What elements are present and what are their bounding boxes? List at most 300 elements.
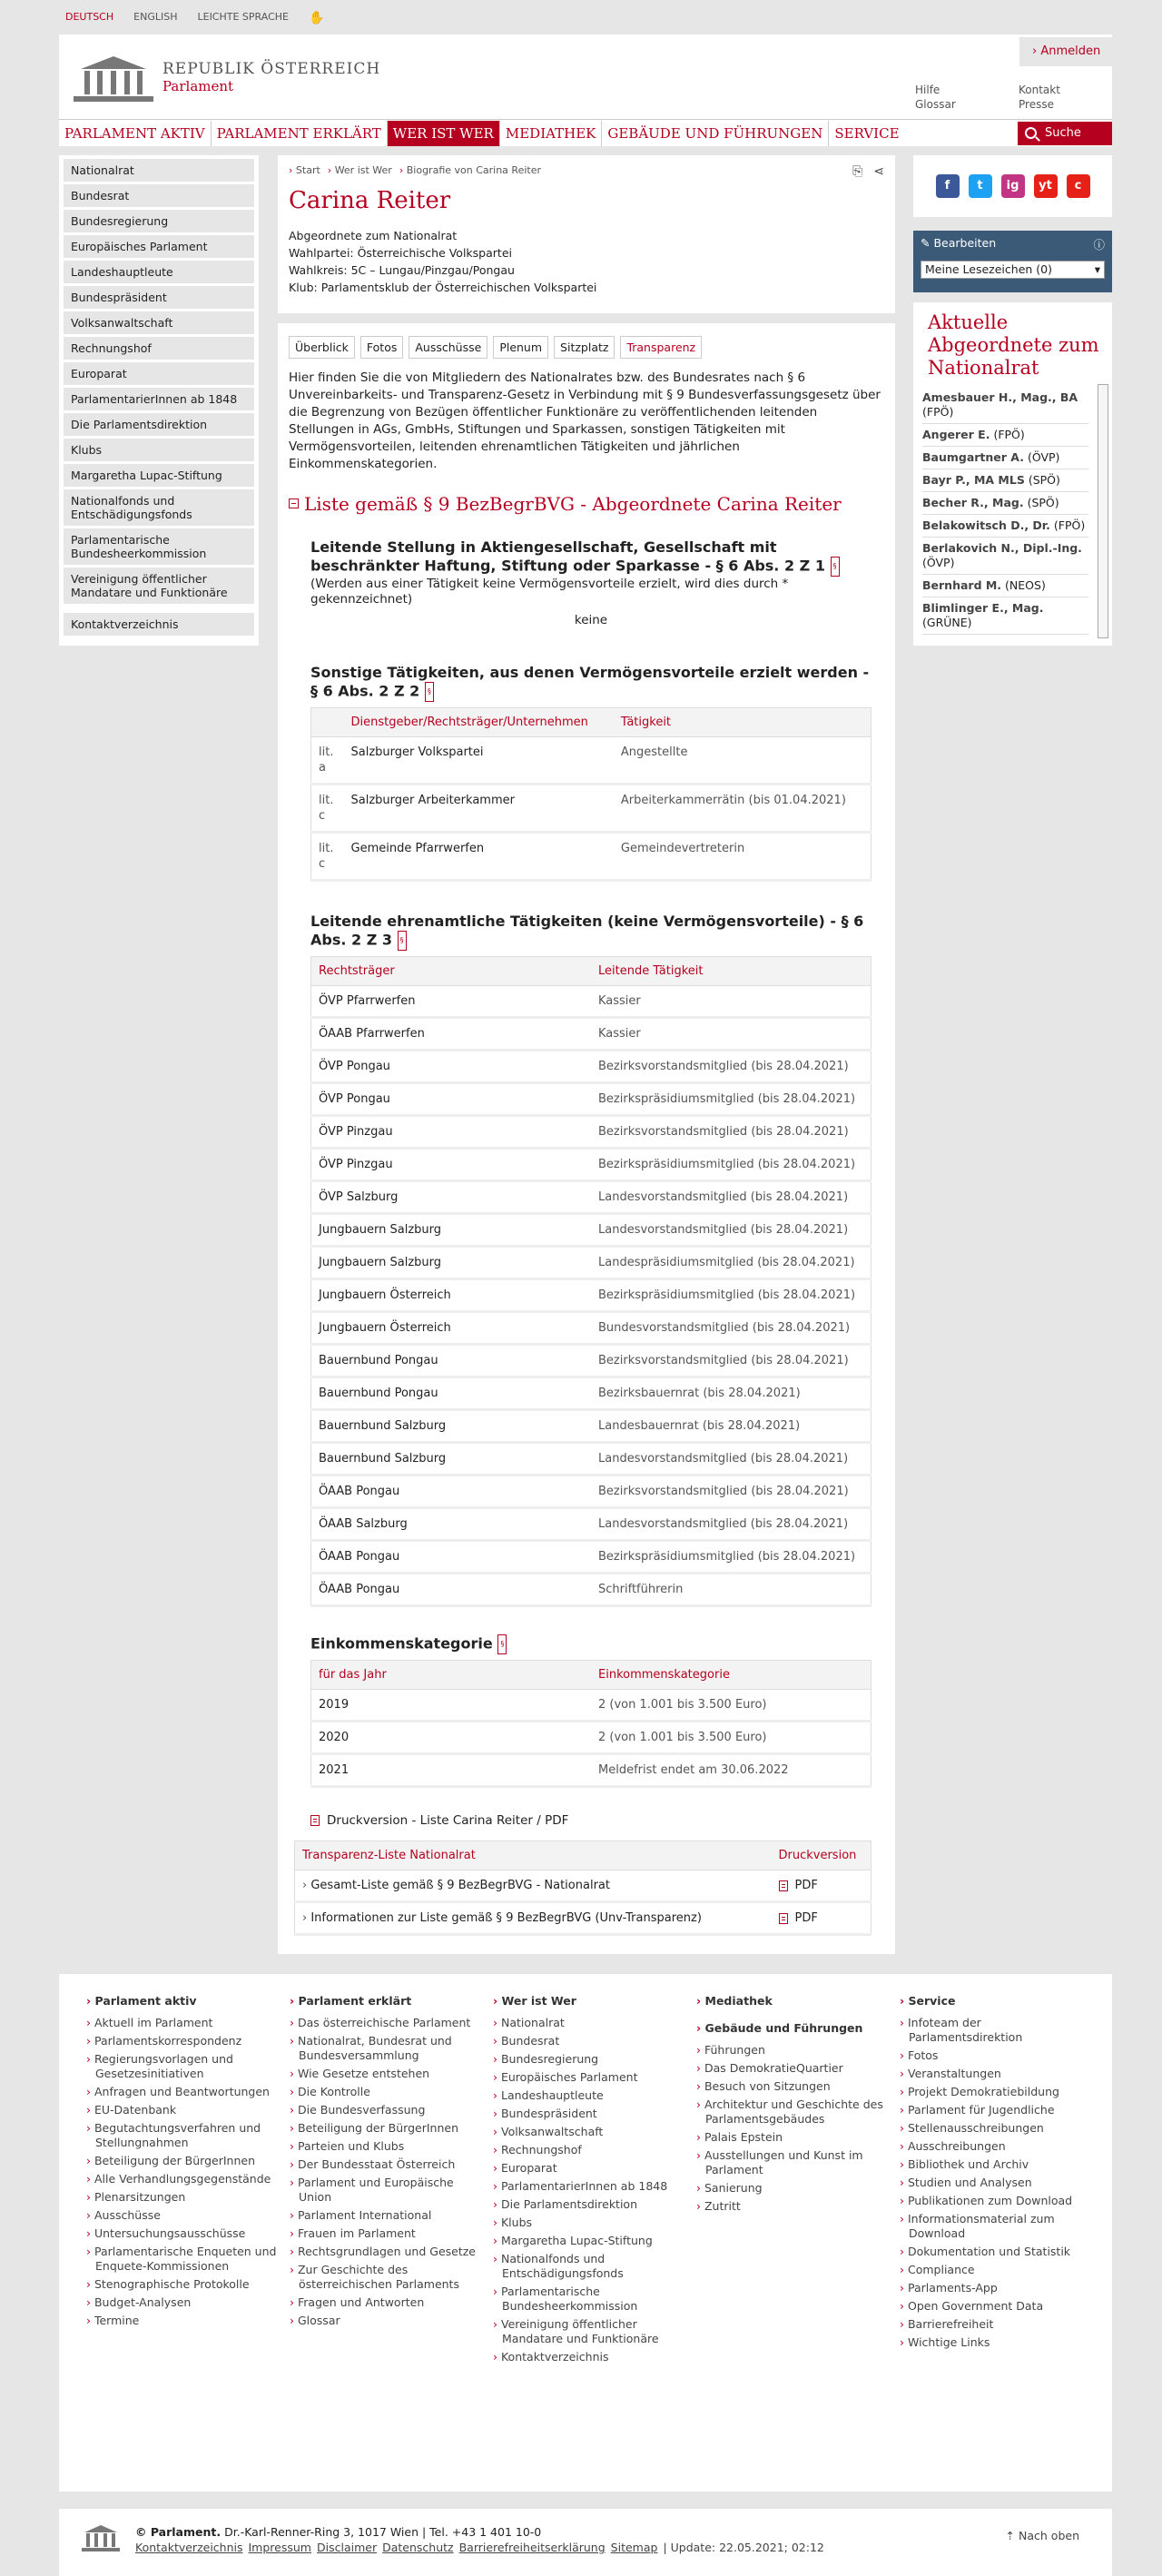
sidebar-item[interactable]: Rechnungshof [64, 337, 254, 360]
sign-language-icon[interactable]: ✋ [308, 11, 325, 25]
footer-link[interactable]: › Infoteam der Parlamentsdirektion [900, 2016, 1094, 2045]
footer-bottom-link[interactable]: Barrierefreiheitserklärung [458, 2541, 606, 2554]
nav-service[interactable]: SERVICE [834, 124, 900, 142]
footer-link[interactable]: › Rechtsgrundlagen und Gesetze [290, 2245, 484, 2259]
table-cell: Gemeinde Pfarrwerfen [344, 833, 614, 881]
footer-link[interactable]: › Bundesrat [493, 2034, 687, 2048]
footer-link[interactable]: › Parlamentskorrespondenz [86, 2034, 281, 2048]
footer-link[interactable]: › Kontaktverzeichnis [493, 2350, 687, 2364]
footer-link[interactable]: › Ausschüsse [86, 2208, 281, 2223]
mp-list-title: Aktuelle Abgeordnete zum Nationalrat [928, 311, 1099, 379]
sidebar [59, 155, 259, 646]
social-media-box [913, 155, 1112, 217]
table-header: Einkommenskategorie [591, 1661, 872, 1690]
edit-label[interactable]: Bearbeiten [933, 236, 997, 250]
footer-link[interactable]: › Compliance [900, 2263, 1094, 2277]
table-cell: ÖVP Salzburg [311, 1181, 592, 1214]
update-info: | Update: 22.05.2021; 02:12 [663, 2541, 824, 2554]
mp-name: Blimlinger E., Mag. [922, 601, 1044, 615]
arrow-up-icon: ⇡ [1005, 2529, 1016, 2542]
table-cell: ÖAAB Salzburg [311, 1508, 592, 1541]
social-c-icon[interactable]: c [1067, 174, 1090, 198]
help-link[interactable]: Hilfe [915, 84, 940, 96]
footer-link[interactable]: › Anfragen und Beantwortungen [86, 2085, 281, 2099]
table-row [311, 785, 872, 833]
mp-party: (SPÖ) [1028, 473, 1060, 487]
footer-link[interactable]: › EU-Datenbank [86, 2103, 281, 2117]
footer-link[interactable]: › Begutachtungsverfahren und Stellungnahmen [86, 2121, 281, 2150]
pdf-link[interactable] [772, 1902, 872, 1935]
table-cell: Arbeiterkammerrätin (bis 01.04.2021) [614, 785, 872, 833]
section-header[interactable] [289, 493, 884, 515]
sidebar-item[interactable]: Nationalrat [64, 159, 254, 182]
table-cell: ÖAAB Pongau [311, 1476, 592, 1508]
table-cell: Landesvorstandsmitglied (bis 28.04.2021) [591, 1181, 872, 1214]
mp-party: (FPÖ) [993, 428, 1025, 441]
breadcrumb-start[interactable]: › Start [289, 164, 320, 176]
table-header-empty [311, 708, 344, 737]
mp-item[interactable] [922, 387, 1088, 424]
nav-parlament-erklaert[interactable]: PARLAMENT ERKLÄRT [212, 121, 388, 146]
s3-table [310, 956, 872, 1607]
footer-link[interactable]: › Zur Geschichte des österreichischen Parlaments [290, 2263, 484, 2292]
table-header: für das Jahr [311, 1661, 592, 1690]
footer-link[interactable]: › Parlamentarische Bundesheerkommission [493, 2285, 687, 2314]
table-cell: Landesbauernrat (bis 28.04.2021) [591, 1410, 872, 1443]
tab-2[interactable]: Ausschüsse [409, 336, 487, 359]
pdf-icon [779, 1880, 788, 1891]
table-cell: Jungbauern Österreich [311, 1279, 592, 1312]
mp-item[interactable] [922, 492, 1088, 515]
section-1 [310, 538, 872, 627]
tab-5[interactable]: Transparenz [620, 336, 702, 359]
bookmark-select[interactable] [921, 261, 1105, 279]
table-cell: ÖVP Pongau [311, 1083, 592, 1116]
footer-link[interactable]: › Fragen und Antworten [290, 2295, 484, 2310]
table-row [311, 1754, 872, 1787]
page-title: Carina Reiter [289, 187, 451, 214]
mp-party: (GRÜNE) [922, 616, 972, 629]
table-row [311, 1377, 872, 1410]
tab-0[interactable]: Überblick [289, 336, 355, 359]
mp-item[interactable] [922, 515, 1088, 538]
pdf-icon [310, 1815, 320, 1826]
footer-link[interactable]: › Zutritt [696, 2199, 891, 2214]
sidebar-item[interactable]: Bundesregierung [64, 210, 254, 232]
footer-link[interactable]: › Die Parlamentsdirektion [493, 2197, 687, 2212]
search-label: Suche [1045, 126, 1081, 140]
s3-title: Leitende ehrenamtliche Tätigkeiten (keine Vermögensvorteile) - § 6 Abs. 2 Z 3 [310, 913, 864, 949]
parliament-logo-icon [81, 2523, 121, 2552]
print-link[interactable] [310, 1813, 884, 1828]
footer-column [484, 1994, 687, 2472]
table-cell: ÖVP Pfarrwerfen [311, 986, 592, 1018]
table-row [311, 1279, 872, 1312]
table-cell: ÖVP Pinzgau [311, 1116, 592, 1149]
info-icon[interactable]: § [831, 557, 840, 577]
table-cell: Bezirksbauernrat (bis 28.04.2021) [591, 1377, 872, 1410]
table-cell: 2 (von 1.001 bis 3.500 Euro) [591, 1722, 872, 1754]
press-link[interactable]: Presse [1019, 98, 1054, 111]
table-cell: 2 (von 1.001 bis 3.500 Euro) [591, 1690, 872, 1722]
mp-list-box [913, 302, 1112, 646]
table-cell: Bauernbund Pongau [311, 1345, 592, 1377]
footer-link[interactable]: › Veranstaltungen [900, 2067, 1094, 2081]
table-cell: ÖAAB Pongau [311, 1541, 592, 1574]
table-row [311, 1018, 872, 1051]
table-row [311, 1247, 872, 1279]
mp-party: (FPÖ) [922, 405, 954, 419]
footer-link[interactable]: › Klubs [493, 2216, 687, 2230]
table-row [311, 1083, 872, 1116]
table-header: Leitende Tätigkeit [591, 957, 872, 986]
table-header: Rechtsträger [311, 957, 592, 986]
pencil-icon: ✎ [921, 236, 931, 250]
list-link-label: Informationen zur Liste gemäß § 9 BezBegrBVG (Unv-Transparenz) [310, 1911, 702, 1925]
s4-title: Einkommenskategorie [310, 1634, 493, 1653]
footer-link[interactable]: › Parlament und Europäische Union [290, 2176, 484, 2205]
footer-link[interactable]: › Der Bundesstaat Österreich [290, 2157, 484, 2172]
pdf-link[interactable] [772, 1870, 872, 1902]
footer-link[interactable]: › Nationalfonds und Entschädigungsfonds [493, 2252, 687, 2281]
lang-easy[interactable]: LEICHTE SPRACHE [197, 11, 289, 23]
mp-item[interactable] [922, 447, 1088, 469]
table-cell: ÖVP Pinzgau [311, 1149, 592, 1181]
table-cell: Salzburger Volkspartei [344, 737, 614, 785]
table-cell: Bezirkspräsidiumsmitglied (bis 28.04.2021) [591, 1083, 872, 1116]
main-nav [59, 119, 1112, 146]
person-club: Klub: Parlamentsklub der Österreichischen Volkspartei [289, 281, 597, 294]
footer-bottom-link[interactable]: Datenschutz [382, 2541, 454, 2554]
person-header [278, 155, 895, 313]
footer-link[interactable]: › ParlamentarierInnen ab 1848 [493, 2179, 687, 2194]
breadcrumb-wer-ist-wer[interactable]: › Wer ist Wer [328, 164, 392, 176]
breadcrumb-current: › Biografie von Carina Reiter [399, 164, 541, 176]
sidebar-item[interactable]: Nationalfonds und Entschädigungsfonds [64, 489, 254, 526]
tab-1[interactable]: Fotos [360, 336, 403, 359]
login-button[interactable]: › Anmelden [1019, 37, 1112, 66]
footer-link[interactable]: › Bundespräsident [493, 2107, 687, 2121]
table-row [311, 1312, 872, 1345]
table-cell: ÖAAB Pongau [311, 1574, 592, 1606]
table-header: Dienstgeber/Rechtsträger/Unternehmen [344, 708, 614, 737]
tab-4[interactable]: Sitzplatz [554, 336, 615, 359]
transparency-content [278, 323, 895, 1954]
table-cell: Bauernbund Salzburg [311, 1443, 592, 1476]
footer-bottom-link[interactable]: Kontaktverzeichnis [135, 2541, 243, 2554]
footer-bottom [59, 2509, 1112, 2576]
table-cell: Bauernbund Salzburg [311, 1410, 592, 1443]
footer-link[interactable]: › Die Kontrolle [290, 2085, 484, 2099]
footer-link[interactable]: › Stenographische Protokolle [86, 2277, 281, 2292]
print-label: Druckversion - Liste Carina Reiter / PDF [327, 1813, 569, 1828]
footer-link[interactable]: › Rechnungshof [493, 2143, 687, 2157]
table-cell: Jungbauern Salzburg [311, 1247, 592, 1279]
back-to-top[interactable] [1006, 2529, 1079, 2542]
footer-link[interactable]: › Sanierung [696, 2181, 891, 2196]
footer-sitemap [59, 1974, 1112, 2492]
list-link[interactable] [295, 1902, 772, 1935]
chevron-right-icon: › [302, 1879, 308, 1892]
tab-bar [289, 336, 884, 359]
header-links-2 [1019, 83, 1060, 112]
table-cell: ÖAAB Pfarrwerfen [311, 1018, 592, 1051]
edit-box [913, 231, 1112, 292]
section-4 [310, 1634, 872, 1788]
footer-link[interactable]: › Informationsmaterial zum Download [900, 2212, 1094, 2241]
footer-bottom-link[interactable]: Disclaimer [316, 2541, 378, 2554]
pdf-label: PDF [794, 1911, 818, 1925]
mp-item[interactable] [922, 469, 1088, 492]
mp-item[interactable] [922, 538, 1088, 575]
table-cell: lit. c [311, 785, 344, 833]
table-cell: Landesvorstandsmitglied (bis 28.04.2021) [591, 1508, 872, 1541]
table-row [311, 1345, 872, 1377]
intro-text: Hier finden Sie die von Mitgliedern des Nationalrates bzw. des Bundesrates nach § 6 Unvereinbarkeits- und Transparenz-Gesetz in Verbindung mit § 9 Bundesverfassungsgesetz über die Begrenzung von Bezügen öffentlicher Funktionäre zu veröffentlichenden leitenden Stellungen in AGs, GmbHs, Stiftungen und Sparkassen, sonstigen Tätigkeiten mit Vermögensvorteilen, leitenden ehrenamtlichen Tätigkeiten und jährlichen Einkommenskategorien. [289, 370, 881, 471]
footer-link[interactable]: › Europarat [493, 2161, 687, 2176]
person-district: Wahlkreis: 5C – Lungau/Pinzgau/Pongau [289, 263, 515, 277]
footer-heading[interactable]: › Mediathek [696, 1994, 891, 2008]
table-cell: Landesvorstandsmitglied (bis 28.04.2021) [591, 1443, 872, 1476]
footer-link[interactable]: › Plenarsitzungen [86, 2190, 281, 2205]
footer-link[interactable]: › Parlament für Jugendliche [900, 2103, 1094, 2117]
footer-link[interactable]: › Führungen [696, 2043, 891, 2058]
footer-link[interactable]: › Parteien und Klubs [290, 2139, 484, 2154]
table-cell: lit. c [311, 833, 344, 881]
site-header [59, 35, 1112, 119]
nav-gebaeude[interactable]: GEBÄUDE UND FÜHRUNGEN [602, 121, 829, 146]
sidebar-item[interactable]: Margaretha Lupac-Stiftung [64, 464, 254, 487]
pdf-icon [779, 1913, 788, 1924]
header-links-1 [915, 83, 956, 112]
footer-link[interactable]: › Nationalrat, Bundesrat und Bundesversammlung [290, 2034, 484, 2063]
footer-link[interactable]: › Studien und Analysen [900, 2176, 1094, 2190]
social-ig-icon[interactable]: ig [1001, 174, 1025, 198]
section-3 [310, 913, 872, 1607]
footer-bottom-link[interactable]: Impressum [248, 2541, 311, 2554]
language-switcher [65, 11, 324, 25]
footer-link[interactable]: › Aktuell im Parlament [86, 2016, 281, 2030]
footer-link[interactable]: › Termine [86, 2314, 281, 2328]
table-row [311, 1690, 872, 1722]
sidebar-item[interactable]: ParlamentarierInnen ab 1848 [64, 388, 254, 410]
table-row [311, 1722, 872, 1754]
mp-item[interactable] [922, 575, 1088, 597]
glossary-link[interactable]: Glossar [915, 98, 956, 111]
table-cell: lit. a [311, 737, 344, 785]
list-link-label: Gesamt-Liste gemäß § 9 BezBegrBVG - Nationalrat [310, 1879, 610, 1892]
mp-list-scrollbar[interactable] [1098, 384, 1108, 638]
footer-column [281, 1994, 484, 2472]
sidebar-item[interactable]: Bundespräsident [64, 286, 254, 309]
table-cell: Angestellte [614, 737, 872, 785]
footer-heading[interactable]: › Parlament erklärt [290, 1994, 484, 2008]
footer-link[interactable]: › Regierungsvorlagen und Gesetzesinitiativen [86, 2052, 281, 2081]
table-row [311, 1181, 872, 1214]
footer-link[interactable]: › Wichtige Links [900, 2335, 1094, 2350]
section-title: Liste gemäß § 9 BezBegrBVG - Abgeordnete Carina Reiter [304, 493, 842, 515]
footer-link[interactable]: › Besuch von Sitzungen [696, 2079, 891, 2094]
table-header: Druckversion [772, 1841, 872, 1870]
footer-link[interactable]: › Open Government Data [900, 2299, 1094, 2314]
footer-org: © Parlament. [135, 2525, 222, 2539]
footer-column [891, 1994, 1094, 2472]
table-cell: Bezirkspräsidiumsmitglied (bis 28.04.2021) [591, 1149, 872, 1181]
footer-link[interactable]: › Architektur und Geschichte des Parlamentsgebäudes [696, 2097, 891, 2127]
mp-party: (ÖVP) [1027, 450, 1060, 464]
mp-name: Becher R., Mag. [922, 496, 1024, 509]
mp-name: Angerer E. [922, 428, 990, 441]
info-icon[interactable]: § [398, 931, 407, 951]
footer-link[interactable]: › Landeshauptleute [493, 2088, 687, 2103]
s4-table [310, 1660, 872, 1788]
sidebar-item[interactable]: Vereinigung öffentlicher Mandatare und Funktionäre [64, 568, 254, 604]
lang-en[interactable]: ENGLISH [133, 11, 178, 23]
footer-bottom-link[interactable]: Sitemap [610, 2541, 658, 2554]
search-button[interactable] [1018, 122, 1112, 145]
footer-link[interactable]: › Barrierefreiheit [900, 2317, 1094, 2332]
s2-table [310, 707, 872, 882]
table-cell: Kassier [591, 1018, 872, 1051]
table-header: Transparenz-Liste Nationalrat [295, 1841, 772, 1870]
table-cell: Jungbauern Österreich [311, 1312, 592, 1345]
footer-link[interactable]: › Vereinigung öffentlicher Mandatare und Funktionäre [493, 2317, 687, 2346]
person-party: Wahlpartei: Österreichische Volkspartei [289, 246, 512, 260]
footer-link[interactable]: › Bibliothek und Archiv [900, 2157, 1094, 2172]
lang-de[interactable]: DEUTSCH [65, 11, 114, 23]
footer-link[interactable]: › Parlamentarische Enqueten und Enquete-Kommissionen [86, 2245, 281, 2274]
table-cell: Bezirkspräsidiumsmitglied (bis 28.04.2021) [591, 1541, 872, 1574]
footer-link[interactable]: › Nationalrat [493, 2016, 687, 2030]
logo[interactable] [72, 51, 380, 104]
footer-link[interactable]: › Stellenausschreibungen [900, 2121, 1094, 2136]
footer-heading[interactable]: › Parlament aktiv [86, 1994, 281, 2008]
footer-link[interactable]: › Beteiligung der BürgerInnen [86, 2154, 281, 2168]
footer-link[interactable]: › Dokumentation und Statistik [900, 2245, 1094, 2259]
table-row [311, 1051, 872, 1083]
search-icon [1025, 127, 1037, 139]
table-row [311, 737, 872, 785]
footer-heading[interactable]: › Service [900, 1994, 1094, 2008]
sidebar-item[interactable]: Bundesrat [64, 184, 254, 207]
table-row [311, 1574, 872, 1606]
table-row [311, 1443, 872, 1476]
table-row [311, 1149, 872, 1181]
sidebar-item[interactable]: Die Parlamentsdirektion [64, 413, 254, 436]
share-icon[interactable]: ⋖ [873, 164, 884, 179]
table-cell: Bauernbund Pongau [311, 1377, 592, 1410]
footer-link[interactable]: › Palais Epstein [696, 2130, 891, 2145]
footer-link[interactable]: › Wie Gesetze entstehen [290, 2067, 484, 2081]
footer-link[interactable]: › Parlaments-App [900, 2281, 1094, 2295]
footer-link[interactable]: › Alle Verhandlungsgegenstände [86, 2172, 281, 2186]
sidebar-item[interactable]: Kontaktverzeichnis [64, 613, 254, 636]
footer-link[interactable]: › Projekt Demokratiebildung [900, 2085, 1094, 2099]
sidebar-item[interactable]: Klubs [64, 439, 254, 461]
info-icon[interactable]: § [497, 1634, 507, 1654]
footer-link[interactable]: › Ausschreibungen [900, 2139, 1094, 2154]
footer-link[interactable]: › Parlament International [290, 2208, 484, 2223]
sidebar-item[interactable]: Europäisches Parlament [64, 235, 254, 258]
footer-link[interactable]: › Glossar [290, 2314, 484, 2328]
pdf-label: PDF [794, 1879, 818, 1892]
footer-link[interactable]: › Das österreichische Parlament [290, 2016, 484, 2030]
footer-link[interactable]: › Europäisches Parlament [493, 2070, 687, 2085]
mp-name: Bernhard M. [922, 578, 1002, 592]
breadcrumb [289, 164, 884, 176]
footer-link[interactable]: › Das DemokratieQuartier [696, 2061, 891, 2076]
footer-link[interactable]: › Volksanwaltschaft [493, 2125, 687, 2139]
mp-party: (ÖVP) [922, 556, 955, 569]
mp-item[interactable] [922, 424, 1088, 447]
table-cell: 2019 [311, 1690, 592, 1722]
table-cell: Gemeindevertreterin [614, 833, 872, 881]
info-icon[interactable]: § [425, 682, 434, 702]
list-link[interactable] [295, 1870, 772, 1902]
footer-link[interactable]: › Ausstellungen und Kunst im Parlament [696, 2148, 891, 2177]
table-cell: Jungbauern Salzburg [311, 1214, 592, 1247]
mp-name: Bayr P., MA MLS [922, 473, 1025, 487]
nav-parlament-aktiv[interactable]: PARLAMENT AKTIV [59, 121, 212, 146]
footer-link[interactable]: › Bundesregierung [493, 2052, 687, 2067]
info-icon[interactable]: ⓘ [1093, 238, 1105, 252]
table-cell: Bezirkspräsidiumsmitglied (bis 28.04.2021) [591, 1279, 872, 1312]
sidebar-item[interactable]: Europarat [64, 362, 254, 385]
footer-link[interactable]: › Fotos [900, 2048, 1094, 2063]
table-header: Tätigkeit [614, 708, 872, 737]
footer-link[interactable]: › Untersuchungsausschüsse [86, 2226, 281, 2241]
table-cell: 2021 [311, 1754, 592, 1787]
contact-link[interactable]: Kontakt [1019, 84, 1060, 96]
social-yt-icon[interactable]: yt [1034, 174, 1058, 198]
table-cell: ÖVP Pongau [311, 1051, 592, 1083]
footer-link[interactable]: › Margaretha Lupac-Stiftung [493, 2234, 687, 2248]
nav-wer-ist-wer[interactable]: WER IST WER [388, 121, 500, 146]
s1-title: Leitende Stellung in Aktiengesellschaft, Gesellschaft mit beschränkter Haftung, Stiftung oder Sparkasse - § 6 Abs. 2 Z 1 [310, 538, 825, 575]
social-t-icon[interactable]: t [969, 174, 992, 198]
mp-name: Belakowitsch D., Dr. [922, 518, 1050, 532]
table-cell: Landesvorstandsmitglied (bis 28.04.2021) [591, 1214, 872, 1247]
bookmark-icon[interactable]: ⎘ [852, 164, 863, 179]
sidebar-item[interactable]: Volksanwaltschaft [64, 311, 254, 334]
transparency-list [294, 1841, 872, 1936]
mp-item[interactable] [922, 597, 1088, 635]
table-row [295, 1870, 872, 1902]
parliament-logo-icon [72, 51, 155, 104]
tab-3[interactable]: Plenum [493, 336, 548, 359]
footer-heading[interactable]: › Wer ist Wer [493, 1994, 687, 2008]
footer-heading[interactable]: › Gebäude und Führungen [696, 2021, 891, 2036]
footer-link[interactable]: › Frauen im Parlament [290, 2226, 484, 2241]
footer-link[interactable]: › Budget-Analysen [86, 2295, 281, 2310]
table-cell: Landespräsidiumsmitglied (bis 28.04.2021) [591, 1247, 872, 1279]
sidebar-item[interactable]: Landeshauptleute [64, 261, 254, 283]
logo-subtitle: Parlament [162, 78, 234, 94]
s1-note: (Werden aus einer Tätigkeit keine Vermögensvorteile erzielt, wird dies durch * gekennzeichnet) [310, 577, 789, 607]
social-f-icon[interactable]: f [936, 174, 960, 198]
footer-link[interactable]: › Die Bundesverfassung [290, 2103, 484, 2117]
footer-link[interactable]: › Publikationen zum Download [900, 2194, 1094, 2208]
sidebar-item[interactable]: Parlamentarische Bundesheerkommission [64, 528, 254, 565]
mp-name: Amesbauer H., Mag., BA [922, 390, 1078, 404]
nav-mediathek[interactable]: MEDIATHEK [500, 121, 603, 146]
collapse-icon[interactable] [289, 498, 299, 508]
table-cell: Bezirksvorstandsmitglied (bis 28.04.2021) [591, 1051, 872, 1083]
footer-link[interactable]: › Beteiligung der BürgerInnen [290, 2121, 484, 2136]
table-cell: Bezirksvorstandsmitglied (bis 28.04.2021) [591, 1116, 872, 1149]
person-info [289, 227, 884, 296]
table-cell: Kassier [591, 986, 872, 1018]
